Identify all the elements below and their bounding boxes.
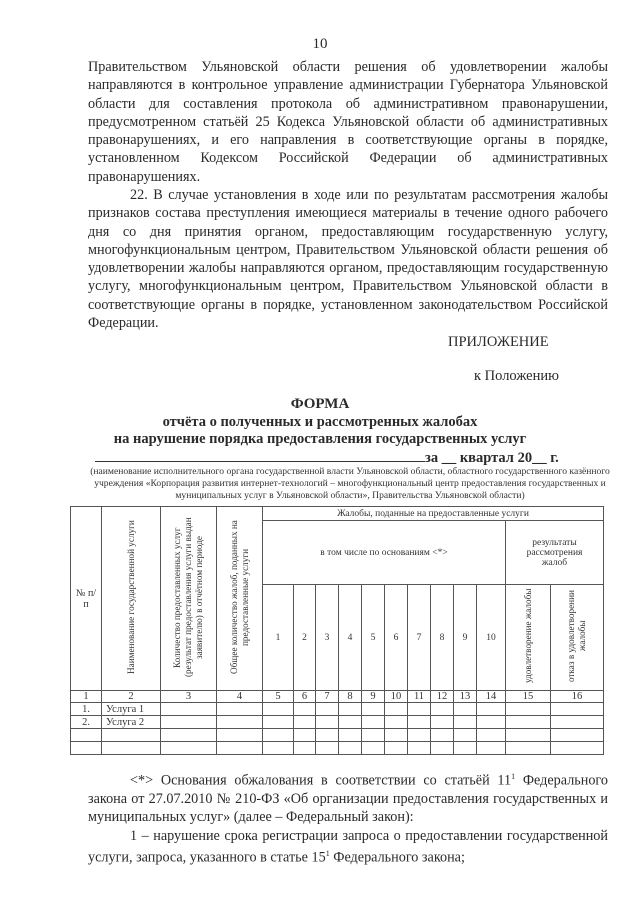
colnum-5: 5	[263, 691, 294, 703]
cell[interactable]	[316, 703, 339, 716]
header-grounds-group: в том числе по основаниям <*>	[263, 521, 506, 585]
colnum-1: 1	[71, 691, 102, 703]
cell[interactable]	[477, 729, 506, 742]
cell[interactable]	[362, 703, 385, 716]
header-ground-2: 2	[294, 585, 316, 691]
row-num	[71, 729, 102, 742]
top-paragraph	[88, 58, 608, 186]
cell[interactable]	[385, 716, 408, 729]
cell[interactable]	[339, 716, 362, 729]
cell[interactable]	[294, 729, 316, 742]
cell[interactable]	[506, 716, 551, 729]
header-service-name: Наименование государственной услуги	[102, 507, 161, 691]
cell[interactable]	[161, 742, 217, 755]
cell[interactable]	[161, 703, 217, 716]
header-ground-1: 1	[263, 585, 294, 691]
top-paragraph-text: Правительством Ульяновской области решения об удовлетворении жалобы направляются в контрольное управление администрации Губернатора Ульяновской области для составления протокола об административном правонарушении, предусмотренном статьёй 25 Кодекса Ульяновской области об административных правонарушениях, и его направления в соответствующие органы в порядке, установленном Кодексом Российской Федерации об административных правонарушениях.	[88, 59, 608, 185]
colnum-15: 15	[506, 691, 551, 703]
appendix-label: ПРИЛОЖЕНИЕ	[448, 334, 549, 350]
cell[interactable]	[454, 729, 477, 742]
cell[interactable]	[551, 703, 604, 716]
cell[interactable]	[362, 729, 385, 742]
row-service-name: Услуга 2	[102, 716, 161, 729]
cell[interactable]	[263, 703, 294, 716]
header-ground-5: 5	[362, 585, 385, 691]
cell[interactable]	[477, 716, 506, 729]
cell[interactable]	[339, 742, 362, 755]
complaints-report-table	[70, 506, 604, 755]
header-refused: отказ в удовлетворении жалобы	[551, 585, 604, 691]
table-row	[71, 703, 604, 716]
header-results-group: результаты рассмотрения жалоб	[506, 521, 604, 585]
period-text: за __ квартал 20__ г.	[425, 450, 559, 466]
footnote	[88, 768, 608, 867]
cell[interactable]	[161, 729, 217, 742]
colnum-4: 4	[217, 691, 263, 703]
header-complaints-group: Жалобы, поданные на предоставленные услуги	[263, 507, 604, 521]
cell[interactable]	[385, 742, 408, 755]
cell[interactable]	[477, 742, 506, 755]
row-num: 1.	[71, 703, 102, 716]
header-ground-8: 8	[431, 585, 454, 691]
header-ground-10: 10	[477, 585, 506, 691]
header-services-count: Количество предоставленных услуг (результат предоставления услуги выдан заявителю) в отчётном периоде	[161, 507, 217, 691]
colnum-9: 9	[362, 691, 385, 703]
row-service-name: Услуга 1	[102, 703, 161, 716]
column-number-row	[71, 691, 604, 703]
cell[interactable]	[294, 703, 316, 716]
cell[interactable]	[477, 703, 506, 716]
colnum-8: 8	[339, 691, 362, 703]
cell[interactable]	[161, 716, 217, 729]
footnote-intro: <*> Основания обжалования в соответствии со статьёй $11^1$ Федерального закона от 27.07.2010 № 210-ФЗ «Об организации предоставления государственных и муниципальных услуг» (далее – Федеральный закон):	[88, 772, 608, 826]
cell[interactable]	[408, 742, 431, 755]
cell[interactable]	[551, 716, 604, 729]
cell[interactable]	[316, 742, 339, 755]
colnum-11: 11	[408, 691, 431, 703]
cell[interactable]	[408, 716, 431, 729]
header-ground-9: 9	[454, 585, 477, 691]
row-num: 2.	[71, 716, 102, 729]
appendix-sub: к Положению	[474, 368, 559, 384]
cell[interactable]	[506, 729, 551, 742]
table-row	[71, 716, 604, 729]
agency-name-blank[interactable]	[95, 449, 425, 462]
cell[interactable]	[408, 729, 431, 742]
row-num	[71, 742, 102, 755]
cell[interactable]	[431, 742, 454, 755]
header-ground-6: 6	[385, 585, 408, 691]
cell[interactable]	[431, 729, 454, 742]
header-ground-7: 7	[408, 585, 431, 691]
page-number: 10	[312, 36, 328, 52]
cell[interactable]	[263, 716, 294, 729]
agency-period-line	[95, 449, 615, 467]
form-subtitle-2: на нарушение порядка предоставления государственных услуг	[113, 431, 527, 447]
colnum-14: 14	[477, 691, 506, 703]
colnum-13: 13	[454, 691, 477, 703]
colnum-10: 10	[385, 691, 408, 703]
cell[interactable]	[339, 729, 362, 742]
paragraph-22	[88, 186, 608, 332]
cell[interactable]	[339, 703, 362, 716]
colnum-6: 6	[294, 691, 316, 703]
cell[interactable]	[217, 716, 263, 729]
cell[interactable]	[506, 703, 551, 716]
agency-note: (наименование исполнительного органа государственной власти Ульяновской области, областного государственного казённого учреждения «Корпорация развития интернет-технологий – многофункциональный центр предоставления государственных и муниципальных услуг в Ульяновской области», Правительства Ульяновской области)	[90, 466, 610, 501]
cell[interactable]	[385, 729, 408, 742]
cell[interactable]	[217, 703, 263, 716]
colnum-12: 12	[431, 691, 454, 703]
colnum-16: 16	[551, 691, 604, 703]
header-satisfied: удовлетворение жалобы	[506, 585, 551, 691]
header-ground-4: 4	[339, 585, 362, 691]
colnum-7: 7	[316, 691, 339, 703]
cell[interactable]	[506, 742, 551, 755]
cell[interactable]	[217, 742, 263, 755]
row-service-name	[102, 729, 161, 742]
cell[interactable]	[316, 729, 339, 742]
cell[interactable]	[551, 742, 604, 755]
cell[interactable]	[362, 716, 385, 729]
cell[interactable]	[454, 703, 477, 716]
colnum-2: 2	[102, 691, 161, 703]
cell[interactable]	[294, 716, 316, 729]
paragraph-22-text: 22. В случае установления в ходе или по результатам рассмотрения жалобы признаков состава преступления имеющиеся материалы в течение одного рабочего дня со дня принятия органом, предоставляющим государственную услугу, многофункциональным центром, Правительством Ульяновской области решения об удовлетворении жалобы направляются органом, предоставляющим государственную услугу, многофункциональным центром, Правительством Ульяновской области в соответствующие органы в порядке, установленном законодательством Российской Федерации.	[88, 187, 608, 332]
cell[interactable]	[385, 703, 408, 716]
cell[interactable]	[454, 716, 477, 729]
footnote-item-1: 1 – нарушение срока регистрации запроса о предоставлении государственной услуги, запроса, указанного в статье $15^1$ Федерального закона;	[88, 827, 608, 866]
cell[interactable]	[431, 716, 454, 729]
cell[interactable]	[263, 729, 294, 742]
cell[interactable]	[408, 703, 431, 716]
row-service-name	[102, 742, 161, 755]
form-title: ФОРМА	[290, 396, 350, 412]
cell[interactable]	[551, 729, 604, 742]
header-total-complaints: Общее количество жалоб, поданных на предоставленные услуги	[217, 507, 263, 691]
table-row	[71, 742, 604, 755]
table-row	[71, 729, 604, 742]
cell[interactable]	[217, 729, 263, 742]
cell[interactable]	[431, 703, 454, 716]
cell[interactable]	[362, 742, 385, 755]
cell[interactable]	[316, 716, 339, 729]
cell[interactable]	[294, 742, 316, 755]
cell[interactable]	[263, 742, 294, 755]
form-subtitle-1: отчёта о полученных и рассмотренных жалобах	[162, 414, 478, 430]
colnum-3: 3	[161, 691, 217, 703]
header-ground-3: 3	[316, 585, 339, 691]
header-num: № п/п	[71, 507, 102, 691]
cell[interactable]	[454, 742, 477, 755]
